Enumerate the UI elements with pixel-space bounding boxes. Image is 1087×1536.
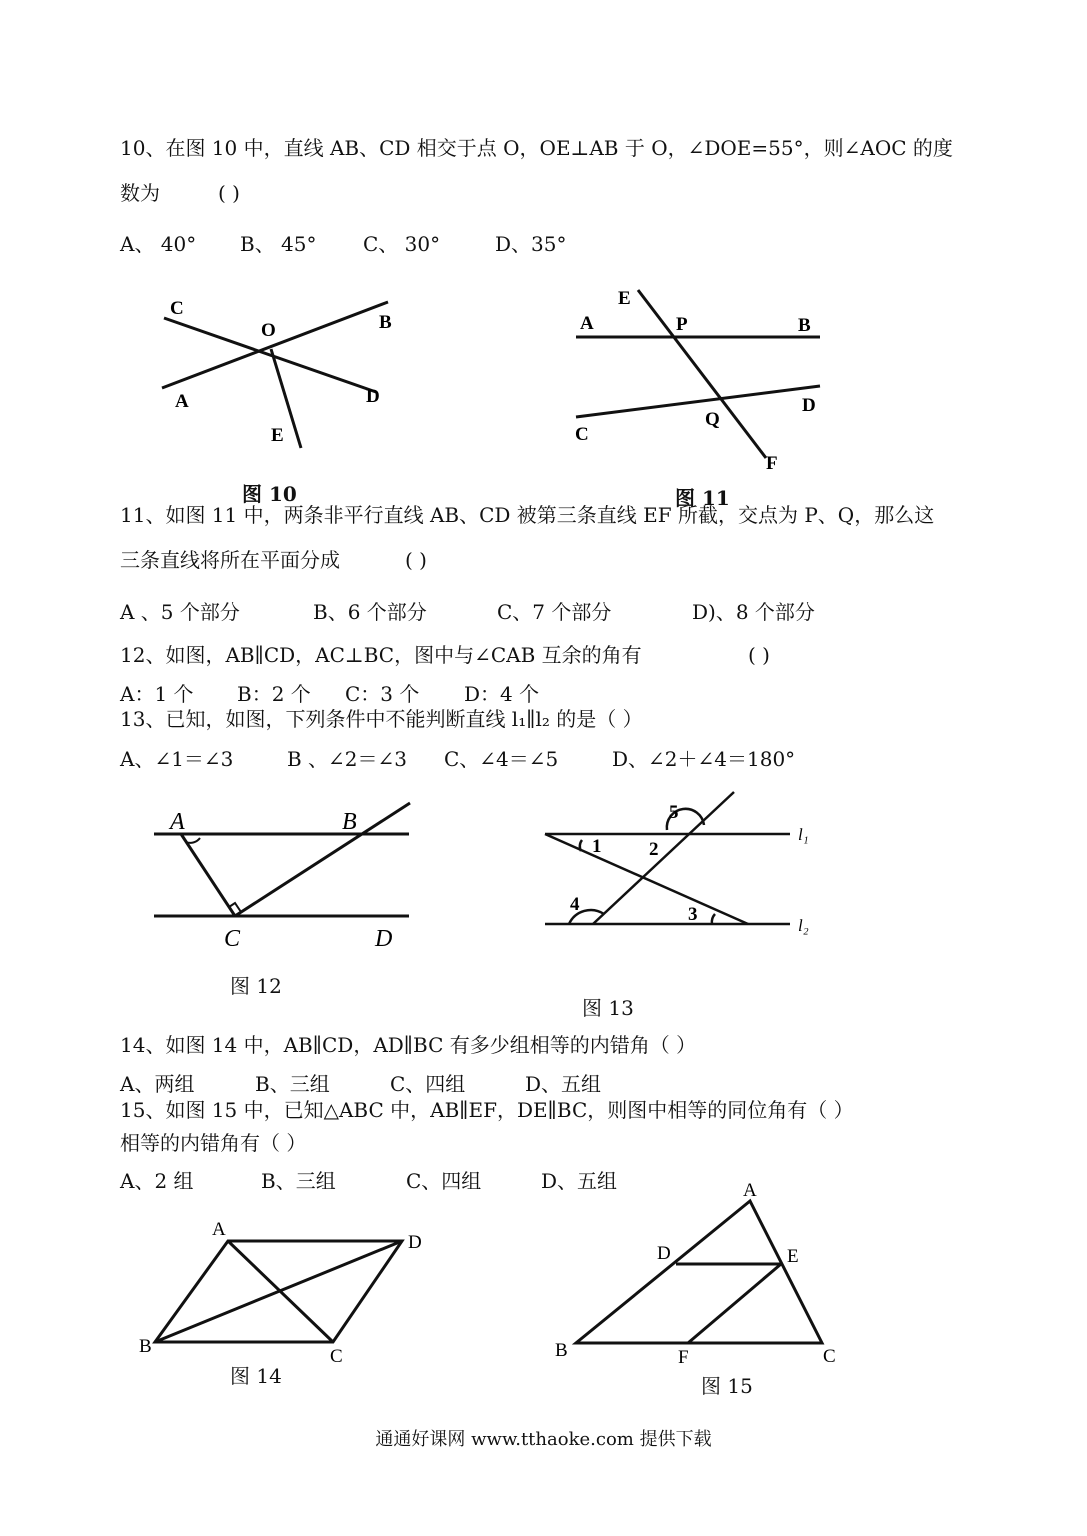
fig12-label-b: B (342, 809, 357, 835)
q10-line2: 数为 (120, 181, 160, 205)
fig11-label-e: E (618, 288, 631, 309)
footer-credit: 通通好课网 www.tthaoke.com 提供下载 (375, 1429, 712, 1450)
fig13-label-5: 5 (669, 802, 679, 823)
fig13-caption: 图 13 (582, 996, 634, 1020)
fig13-label-l2: l₂ (798, 916, 809, 935)
fig14-label-a: A (212, 1219, 226, 1240)
fig10-label-a: A (175, 391, 189, 412)
q15-option-c: C、四组 (406, 1169, 482, 1193)
q14-option-a: A、两组 (120, 1072, 195, 1096)
fig14-label-d: D (408, 1232, 422, 1253)
q15-option-a: A、2 组 (120, 1169, 194, 1193)
fig15-label-b: B (555, 1340, 568, 1361)
fig11-line-ef (638, 290, 766, 458)
q15-option-d: D、五组 (541, 1169, 618, 1193)
fig13-label-3: 3 (688, 904, 698, 925)
fig14-caption: 图 14 (230, 1364, 282, 1388)
q13-option-d: D、∠2＋∠4＝180° (612, 747, 796, 771)
fig11-label-q: Q (705, 409, 720, 430)
fig11-label-a: A (580, 313, 594, 334)
q15-line2: 相等的内错角有（ ） (120, 1131, 307, 1155)
fig10-label-o: O (261, 320, 276, 341)
fig15-label-d: D (657, 1243, 671, 1264)
q14-option-b: B、三组 (255, 1072, 330, 1096)
fig12-label-a: A (170, 809, 185, 835)
q13-option-c: C、∠4＝∠5 (444, 747, 559, 771)
q12-option-d: D：4 个 (464, 682, 540, 706)
fig11-label-d: D (802, 395, 816, 416)
fig10-caption: 图 10 (242, 482, 297, 506)
q14-option-c: C、四组 (390, 1072, 466, 1096)
q10-option-d: D、35° (495, 232, 567, 256)
q15-line1: 15、如图 15 中，已知△ABC 中，AB∥EF，DE∥BC，则图中相等的同位角有（ ） (120, 1098, 854, 1122)
q13-line1: 13、已知，如图，下列条件中不能判断直线 l₁∥l₂ 的是（ ） (120, 707, 643, 731)
fig10-label-c: C (170, 298, 184, 319)
q11-option-a: A 、5 个部分 (120, 600, 240, 624)
fig11-label-f: F (766, 453, 778, 474)
q11-option-c: C、7 个部分 (497, 600, 612, 624)
fig13-label-1: 1 (592, 836, 602, 857)
q10-line1: 10、在图 10 中，直线 AB、CD 相交于点 O，OE⊥AB 于 O，∠DOE=55°，则∠AOC 的度 (120, 136, 953, 160)
fig15-label-f: F (678, 1347, 689, 1368)
fig12-segment-ac (181, 834, 235, 916)
q12-answer-paren: ( ) (748, 643, 770, 667)
fig15-caption: 图 15 (701, 1374, 753, 1398)
q10-option-a: A、 40° (120, 232, 197, 256)
q12-option-b: B：2 个 (237, 682, 311, 706)
fig15-label-e: E (787, 1246, 799, 1267)
fig13-transversal-2 (593, 792, 734, 924)
fig10-label-d: D (366, 386, 380, 407)
q11-line1: 11、如图 11 中，两条非平行直线 AB、CD 被第三条直线 EF 所截，交点为 P、Q，那么这 (120, 503, 935, 527)
q11-option-d: D)、8 个部分 (692, 600, 815, 624)
fig13-label-l1: l₁ (798, 825, 809, 844)
q15-option-b: B、三组 (261, 1169, 336, 1193)
fig15-label-a: A (743, 1180, 757, 1201)
fig15-label-c: C (823, 1346, 836, 1367)
fig13-label-2: 2 (649, 839, 659, 860)
figure-12 (154, 803, 410, 916)
fig11-label-p: P (676, 314, 688, 335)
q14-line1: 14、如图 14 中，AB∥CD，AD∥BC 有多少组相等的内错角（ ） (120, 1033, 697, 1057)
fig11-line-cd (576, 386, 820, 417)
fig10-label-b: B (379, 312, 392, 333)
fig12-caption: 图 12 (230, 974, 282, 998)
q11-answer-paren: ( ) (405, 548, 427, 572)
figure-11 (576, 290, 820, 458)
fig15-triangle-abc (576, 1201, 822, 1343)
fig11-label-c: C (575, 424, 589, 445)
q14-option-d: D、五组 (525, 1072, 602, 1096)
fig10-label-e: E (271, 425, 284, 446)
figure-13 (545, 792, 790, 924)
fig12-segment-cb (235, 803, 410, 916)
q10-answer-paren: ( ) (218, 181, 240, 205)
fig15-segment-ef (688, 1264, 781, 1343)
q12-option-a: A：1 个 (120, 682, 194, 706)
fig14-label-b: B (139, 1336, 152, 1357)
figure-15 (576, 1201, 822, 1343)
figure-14 (155, 1241, 402, 1342)
q12-line1: 12、如图，AB∥CD，AC⊥BC，图中与∠CAB 互余的角有 (120, 643, 642, 667)
fig10-line-ab (162, 302, 388, 388)
q10-option-b: B、 45° (240, 232, 317, 256)
fig11-caption: 图 11 (675, 486, 730, 510)
fig13-label-4: 4 (570, 894, 580, 915)
fig12-label-d: D (375, 926, 393, 952)
fig11-label-b: B (798, 315, 811, 336)
q11-option-b: B、6 个部分 (313, 600, 427, 624)
fig13-angle-3-mark (712, 914, 715, 924)
q10-option-c: C、 30° (363, 232, 441, 256)
q13-option-b: B 、∠2＝∠3 (287, 747, 408, 771)
fig14-label-c: C (330, 1346, 343, 1367)
q13-option-a: A、∠1＝∠3 (120, 747, 234, 771)
fig12-angle-a-mark (186, 838, 200, 843)
q12-option-c: C：3 个 (345, 682, 420, 706)
q11-line2: 三条直线将所在平面分成 (120, 548, 340, 572)
fig12-label-c: C (224, 926, 241, 952)
